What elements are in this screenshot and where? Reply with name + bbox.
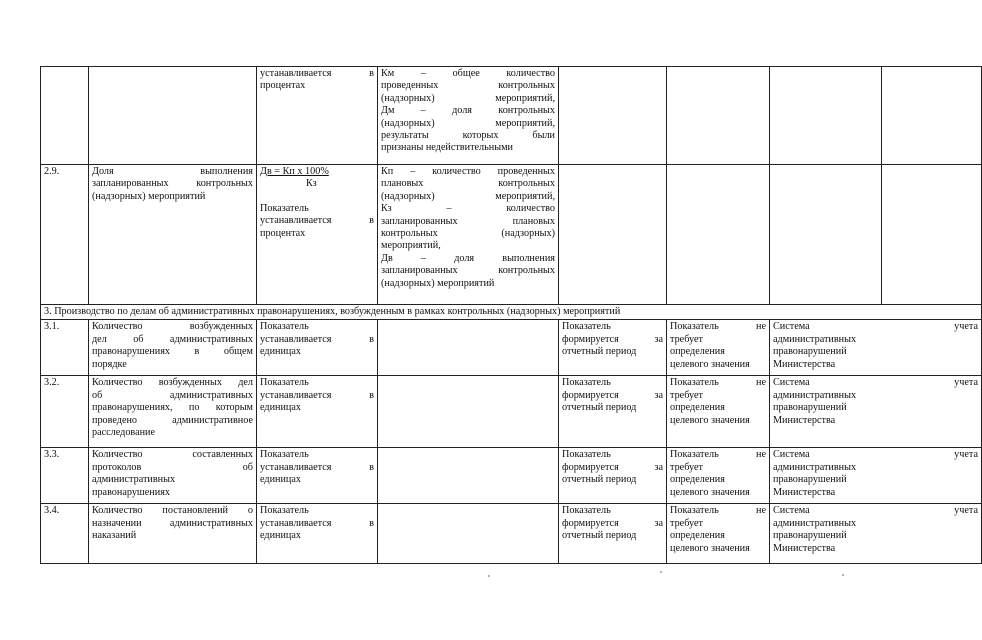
source-cell-line: административных [773,461,857,473]
target-cell [667,320,770,376]
formula-line: устанавливается в [260,215,374,227]
period-cell-line: формируется за [562,389,663,401]
extra-cell [882,67,982,165]
row-number: 3.1. [41,320,89,376]
formula-description-line: мероприятий, [381,240,441,252]
source-cell-line: Система учета [773,377,978,389]
target-cell-line: требует [670,389,703,401]
indicator-name-line: правонарушениях, по которым [92,402,253,414]
target-cell-line: определения [670,530,725,542]
period-cell-line: Показатель [562,505,611,517]
target-cell [667,504,770,564]
indicator-name [89,320,257,376]
table-row [41,165,982,305]
formula-line: устанавливается в [260,68,374,79]
indicator-name-line: правонарушениях [92,486,170,498]
source-cell [770,67,882,165]
source-cell-line: правонарушений [773,346,847,358]
indicator-name-line: (надзорных) мероприятий [92,190,206,202]
indicator-name-line: дел об административных [92,333,253,345]
formula-cell-line: единицах [260,530,301,542]
target-cell [667,376,770,448]
source-cell [770,376,982,448]
formula-description-line: (надзорных) мероприятий, [381,92,555,104]
period-cell-line: Показатель [562,377,611,389]
table-row [41,320,982,376]
formula-description-line: (надзорных) мероприятий, [381,117,555,129]
period-cell-line: отчетный период [562,346,637,358]
indicator-name [89,448,257,504]
source-cell-line: Система учета [773,321,978,333]
source-cell-line: Министерства [773,414,836,426]
formula-description [378,165,559,305]
formula-cell [257,320,378,376]
indicator-name-line: проведено административное [92,414,253,426]
period-cell-line: формируется за [562,517,663,529]
period-cell-line: отчетный период [562,474,637,486]
formula-cell-line: единицах [260,474,301,486]
formula-description-line: (надзорных) мероприятий, [381,190,555,202]
period-cell [559,448,667,504]
period-cell [559,504,667,564]
formula-cell-line: Показатель [260,505,309,517]
indicator-name-line: запланированных контрольных [92,178,253,190]
indicator-name-line: наказаний [92,530,137,542]
source-cell-line: Министерства [773,358,836,370]
formula-description-line: Кз – количество [381,203,555,215]
formula-line: процентах [260,80,306,92]
formula-description-line: контрольных (надзорных) [381,228,555,240]
formula-cell [257,165,378,305]
table-row [41,504,982,564]
source-cell-line: правонарушений [773,402,847,414]
target-cell-line: целевого значения [670,486,750,498]
formula-description-line: запланированных плановых [381,215,555,227]
formula-denominator: Кз [306,178,317,190]
formula-cell [257,504,378,564]
target-cell [667,67,770,165]
formula-cell-line: Показатель [260,321,309,333]
row-number: 3.3. [41,448,89,504]
formula-cell-line: единицах [260,402,301,414]
indicator-name-line: назначении административных [92,517,253,529]
formula-description-line: Кп – количество проведенных [381,166,555,177]
scan-artifact [660,571,662,573]
formula-line: Показатель [260,202,309,214]
period-cell-line: Показатель [562,449,611,461]
period-cell [559,165,667,305]
target-cell-line: целевого значения [670,358,750,370]
indicator-name-line: протоколов об [92,461,253,473]
target-cell-line: определения [670,402,725,414]
indicator-name-line: Количество возбужденных [92,321,253,333]
source-cell-line: Система учета [773,505,978,517]
target-cell-line: требует [670,333,703,345]
scan-artifact [842,574,844,576]
indicator-name [89,165,257,305]
indicator-name-line: Количество постановлений о [92,505,253,517]
period-cell [559,320,667,376]
indicator-name-line: расследование [92,427,156,439]
indicator-name-line: Количество возбужденных дел [92,377,253,389]
source-cell-line: Министерства [773,486,836,498]
formula-description [378,67,559,165]
source-cell-line: административных [773,517,857,529]
target-cell-line: требует [670,517,703,529]
formula-description [378,504,559,564]
period-cell [559,376,667,448]
source-cell-line: Министерства [773,542,836,554]
period-cell-line: отчетный период [562,402,637,414]
target-cell-line: определения [670,474,725,486]
table-body [41,67,982,564]
table-row [41,448,982,504]
row-number [41,67,89,165]
target-cell-line: целевого значения [670,542,750,554]
indicator-name-line: административных [92,474,176,486]
formula-cell-line: единицах [260,346,301,358]
source-cell-line: административных [773,333,857,345]
formula-description-line: (надзорных) мероприятий [381,277,495,289]
formula-cell-line: устанавливается в [260,517,374,529]
formula-description [378,448,559,504]
indicator-name-line: об административных [92,389,253,401]
source-cell [770,165,882,305]
target-cell-line: Показатель не [670,505,766,517]
period-cell-line: формируется за [562,333,663,345]
formula-description-line: Км – общее количество [381,68,555,79]
period-cell-line: формируется за [562,461,663,473]
formula-cell [257,448,378,504]
formula-cell-line: Показатель [260,449,309,461]
source-cell-line: Система учета [773,449,978,461]
indicators-table [40,66,982,564]
formula-cell [257,376,378,448]
row-number: 3.2. [41,376,89,448]
formula-cell [257,67,378,165]
formula-description-line: Дм – доля контрольных [381,105,555,117]
formula-line: процентах [260,227,306,239]
formula-description [378,320,559,376]
formula-cell-line: устанавливается в [260,461,374,473]
source-cell-line: административных [773,389,857,401]
target-cell-line: Показатель не [670,321,766,333]
target-cell [667,165,770,305]
formula-description-line: Дв – доля выполнения [381,252,555,264]
extra-cell [882,165,982,305]
indicator-name [89,504,257,564]
row-number: 3.4. [41,504,89,564]
indicator-name-line: порядке [92,358,127,370]
target-cell-line: целевого значения [670,414,750,426]
source-cell-line: правонарушений [773,474,847,486]
formula-description-line: плановых контрольных [381,178,555,190]
period-cell-line: Показатель [562,321,611,333]
formula-numerator: Дв = Кп х 100% [260,166,329,177]
section-header-row [41,305,982,320]
table-row [41,376,982,448]
formula-cell-line: устанавливается в [260,333,374,345]
source-cell [770,448,982,504]
spacer [260,191,374,203]
target-cell-line: Показатель не [670,377,766,389]
formula-description-line: проведенных контрольных [381,80,555,92]
formula-description-line: признаны недействительными [381,142,513,154]
formula-cell-line: устанавливается в [260,389,374,401]
formula-description-line: запланированных контрольных [381,265,555,277]
target-cell-line: определения [670,346,725,358]
target-cell-line: Показатель не [670,449,766,461]
scan-artifact [488,575,490,577]
source-cell [770,504,982,564]
indicator-name-line: правонарушениях в общем [92,346,253,358]
indicator-name-line: Доля выполнения [92,166,253,177]
period-cell-line: отчетный период [562,530,637,542]
period-cell [559,67,667,165]
section-title: 3. Производство по делам об административных правонарушениях, возбужденным в рамках контрольных (надзорных) мероприятий [41,305,982,320]
indicator-name-line: Количество составленных [92,449,253,461]
source-cell-line: правонарушений [773,530,847,542]
formula-description-line: результаты которых были [381,130,555,142]
source-cell [770,320,982,376]
target-cell-line: требует [670,461,703,473]
target-cell [667,448,770,504]
row-number: 2.9. [41,165,89,305]
formula-description [378,376,559,448]
indicator-name [89,67,257,165]
indicator-name [89,376,257,448]
table-row [41,67,982,165]
formula-cell-line: Показатель [260,377,309,389]
